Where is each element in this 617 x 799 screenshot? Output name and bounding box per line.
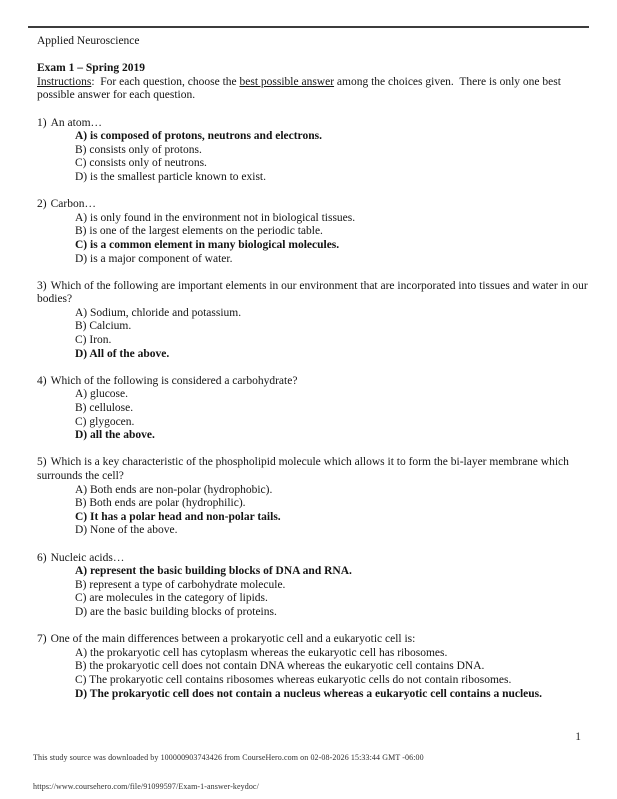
question-options bbox=[37, 212, 591, 266]
answer-option: D) is a major component of water. bbox=[75, 252, 233, 265]
question-text: Which is a key characteristic of the phospholipid molecule which allows it to form the bi-layer membrane which surrounds the cell? bbox=[37, 456, 572, 482]
questions-list bbox=[37, 117, 591, 702]
exam-content bbox=[37, 35, 591, 715]
question bbox=[37, 375, 591, 443]
answer-option: B) Both ends are polar (hydrophilic). bbox=[75, 497, 246, 510]
answer-option: A) is composed of protons, neutrons and electrons. bbox=[75, 130, 322, 143]
answer-option: D) is the smallest particle known to exist. bbox=[75, 170, 266, 183]
question-number: 5) bbox=[37, 456, 47, 469]
question-text: An atom… bbox=[50, 116, 103, 129]
question-stem bbox=[37, 456, 591, 483]
answer-option: A) is only found in the environment not in biological tissues. bbox=[75, 211, 356, 224]
instructions-separator: : For each question, choose the bbox=[91, 75, 240, 88]
question-number: 4) bbox=[37, 374, 47, 387]
answer-option: B) represent a type of carbohydrate molecule. bbox=[75, 578, 286, 591]
answer-option: C) glygocen. bbox=[75, 415, 135, 428]
instructions-label: Instructions bbox=[37, 75, 92, 88]
question-stem bbox=[37, 633, 591, 647]
question-number: 7) bbox=[37, 633, 47, 646]
answer-option: C) It has a polar head and non-polar tails. bbox=[75, 510, 281, 523]
question-options bbox=[37, 388, 591, 442]
instructions-rest: among the choices given. There is only one best possible answer for each question. bbox=[37, 75, 564, 102]
answer-option: A) Sodium, chloride and potassium. bbox=[75, 306, 242, 319]
question bbox=[37, 198, 591, 266]
answer-option: A) the prokaryotic cell has cytoplasm whereas the eukaryotic cell has ribosomes. bbox=[75, 646, 448, 659]
source-url: https://www.coursehero.com/file/91099597/Exam-1-answer-keydoc/ bbox=[33, 782, 259, 791]
question-text: One of the main differences between a prokaryotic cell and a eukaryotic cell is: bbox=[50, 633, 416, 646]
question-options bbox=[37, 484, 591, 538]
answer-option: C) consists only of neutrons. bbox=[75, 157, 207, 170]
answer-option: D) all the above. bbox=[75, 429, 155, 442]
answer-option: D) None of the above. bbox=[75, 524, 178, 537]
answer-option: C) is a common element in many biological molecules. bbox=[75, 238, 340, 251]
question-options bbox=[37, 647, 591, 701]
question-options bbox=[37, 130, 591, 184]
answer-option: B) Calcium. bbox=[75, 320, 132, 333]
course-title: Applied Neuroscience bbox=[37, 35, 140, 47]
question bbox=[37, 280, 591, 362]
answer-option: C) The prokaryotic cell contains ribosomes whereas eukaryotic cells do not contain ribosomes. bbox=[75, 673, 512, 686]
answer-option: B) is one of the largest elements on the periodic table. bbox=[75, 225, 323, 238]
question-options bbox=[37, 307, 591, 361]
instructions-underlined-phrase: best possible answer bbox=[239, 75, 335, 88]
question bbox=[37, 552, 591, 620]
question bbox=[37, 456, 591, 538]
question-stem bbox=[37, 375, 591, 389]
answer-option: A) Both ends are non-polar (hydrophobic). bbox=[75, 483, 273, 496]
answer-option: A) glucose. bbox=[75, 388, 129, 401]
question-number: 3) bbox=[37, 279, 47, 292]
answer-option: B) cellulose. bbox=[75, 402, 134, 415]
question-stem bbox=[37, 552, 591, 566]
instructions bbox=[37, 76, 591, 103]
exam-title: Exam 1 – Spring 2019 bbox=[37, 62, 145, 75]
answer-option: C) are molecules in the category of lipids. bbox=[75, 592, 268, 605]
question-number: 6) bbox=[37, 551, 47, 564]
question-options bbox=[37, 565, 591, 619]
download-attribution: This study source was downloaded by 100000903743426 from CourseHero.com on 02-08-2026 15:33:44 GMT -06:00 bbox=[33, 753, 424, 762]
question-stem bbox=[37, 117, 591, 131]
question-text: Nucleic acids… bbox=[50, 551, 125, 564]
question bbox=[37, 633, 591, 701]
question bbox=[37, 117, 591, 185]
answer-option: C) Iron. bbox=[75, 334, 112, 347]
question-text: Carbon… bbox=[50, 198, 96, 211]
answer-option: B) the prokaryotic cell does not contain DNA whereas the eukaryotic cell contains DNA. bbox=[75, 660, 485, 673]
answer-option: D) All of the above. bbox=[75, 347, 170, 360]
answer-option: A) represent the basic building blocks of DNA and RNA. bbox=[75, 565, 352, 578]
question-stem bbox=[37, 280, 591, 307]
page-number: 1 bbox=[575, 731, 581, 743]
answer-option: B) consists only of protons. bbox=[75, 143, 202, 156]
question-text: Which of the following are important elements in our environment that are incorporated into tissues and water in our bodies? bbox=[37, 279, 591, 306]
question-number: 1) bbox=[37, 116, 47, 129]
question-stem bbox=[37, 198, 591, 212]
answer-option: D) The prokaryotic cell does not contain a nucleus whereas a eukaryotic cell contains a nucleus. bbox=[75, 687, 543, 700]
question-number: 2) bbox=[37, 198, 47, 211]
answer-option: D) are the basic building blocks of proteins. bbox=[75, 605, 277, 618]
question-text: Which of the following is considered a carbohydrate? bbox=[50, 374, 298, 387]
header-divider bbox=[28, 26, 589, 28]
